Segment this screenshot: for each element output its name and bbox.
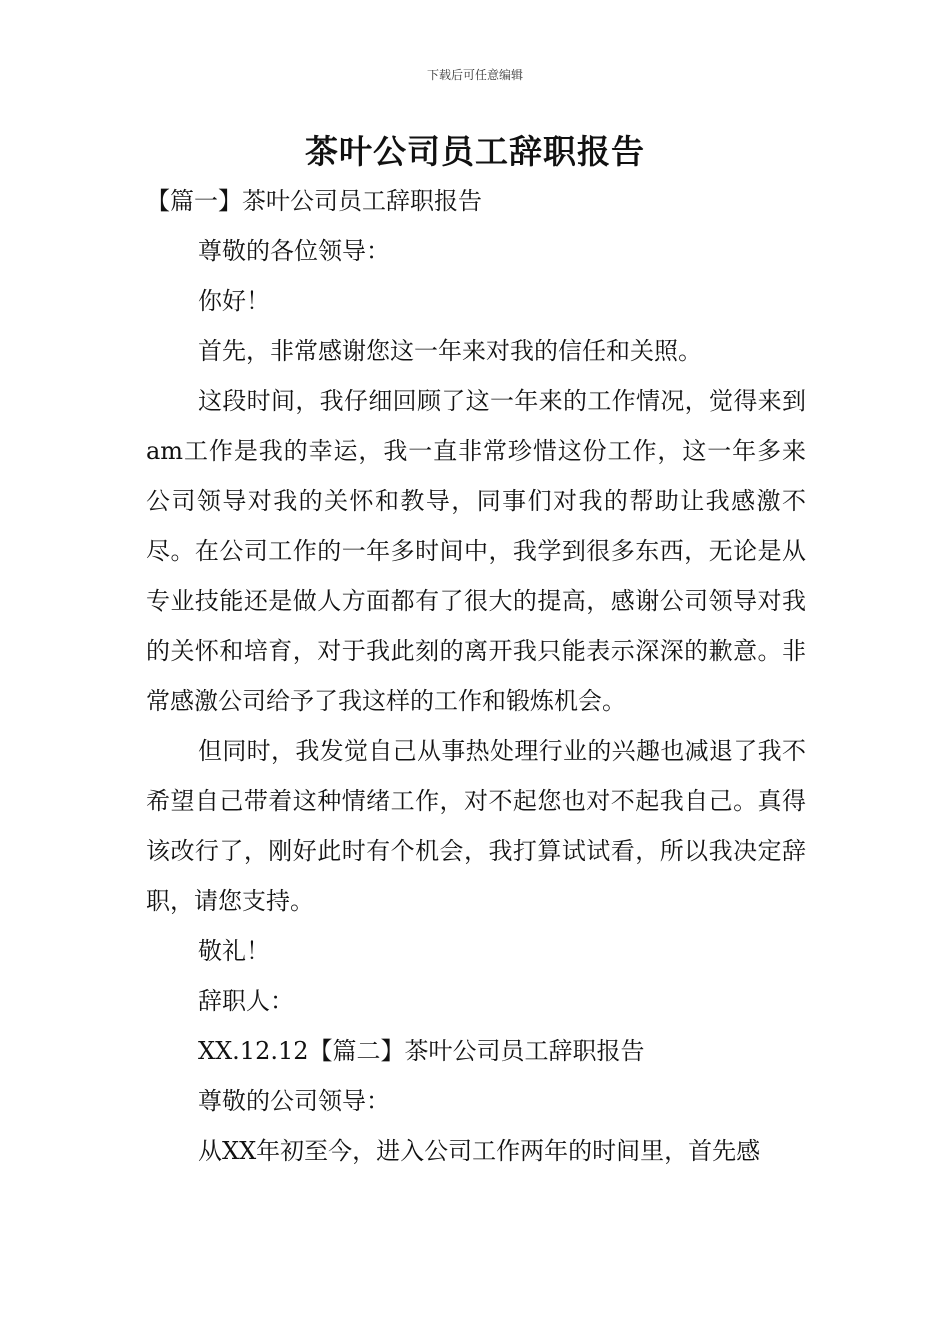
signature-line: 辞职人： bbox=[198, 987, 294, 1015]
salutation-2: 尊敬的公司领导： bbox=[198, 1087, 390, 1115]
paragraph: 但同时，我发觉自己从事热处理行业的兴趣也减退了我不希望自己带着这种情绪工作，对不起您也对不起我自己。真得该改行了，刚好此时有个机会，我打算试试看，所以我决定辞职，请您支持。 bbox=[146, 737, 806, 915]
date-and-section-heading-2: XX.12.12【篇二】茶叶公司员工辞职报告 bbox=[198, 1037, 645, 1065]
paragraph: 首先，非常感谢您这一年来对我的信任和关照。 bbox=[198, 337, 702, 365]
paragraph: 这段时间，我仔细回顾了这一年来的工作情况，觉得来到am工作是我的幸运，我一直非常珍惜这份工作，这一年多来公司领导对我的关怀和教导，同事们对我的帮助让我感激不尽。在公司工作的一年多时间中，我学到很多东西，无论是从专业技能还是做人方面都有了很大的提高，感谢公司领导对我的关怀和培育，对于我此刻的离开我只能表示深深的歉意。非常感激公司给予了我这样的工作和锻炼机会。 bbox=[146, 387, 806, 715]
paragraph: 从XX年初至今，进入公司工作两年的时间里，首先感 bbox=[198, 1137, 761, 1165]
header-note: 下载后可任意编辑 bbox=[426, 68, 523, 82]
section-heading-1: 【篇一】茶叶公司员工辞职报告 bbox=[146, 187, 482, 215]
closing: 敬礼！ bbox=[198, 937, 270, 965]
greeting: 你好！ bbox=[198, 287, 270, 315]
document-title: 茶叶公司员工辞职报告 bbox=[305, 132, 645, 171]
document-body bbox=[146, 176, 806, 1176]
salutation: 尊敬的各位领导： bbox=[198, 237, 390, 265]
